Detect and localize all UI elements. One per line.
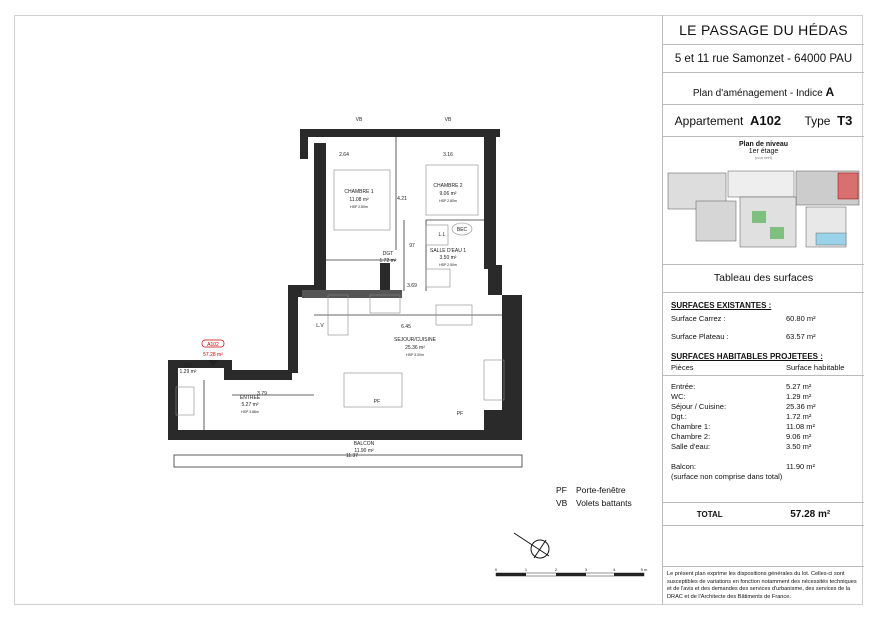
legend-label: Volets battants bbox=[576, 498, 632, 508]
room-name: Salle d'eau: bbox=[671, 442, 710, 451]
dim-d6: 97 bbox=[409, 243, 415, 249]
room-area: 1.29 m² bbox=[786, 392, 812, 401]
chambre1-hsp: HSP 2.80m bbox=[350, 205, 368, 209]
dim-d5: 3.79 bbox=[257, 391, 267, 397]
sde-name: SALLE D'EAU 1 bbox=[430, 248, 466, 254]
room-name: Dgt.: bbox=[671, 412, 687, 421]
room-row bbox=[671, 392, 856, 402]
plateau-row bbox=[671, 332, 856, 342]
scale-1: 1 bbox=[524, 567, 528, 572]
carrez-row bbox=[671, 314, 856, 324]
apartment-tag-id: A102 bbox=[207, 342, 219, 348]
project-address: 5 et 11 rue Samonzet - 64000 PAU bbox=[663, 45, 864, 73]
location-small: (non réel) bbox=[754, 155, 773, 160]
room-area: 9.06 m² bbox=[786, 432, 812, 441]
armchair bbox=[484, 360, 504, 400]
chambre1-area: 11.08 m² bbox=[349, 197, 369, 203]
surfaces-title: Tableau des surfaces bbox=[663, 265, 864, 293]
washing-machine bbox=[426, 269, 450, 287]
apartment-id: A102 bbox=[750, 113, 782, 128]
location-level: 1er étage bbox=[748, 148, 779, 155]
sde-hsp: HSP 2.50m bbox=[439, 263, 457, 267]
chambre2-name: CHAMBRE 2 bbox=[433, 183, 463, 189]
dim-d8: 3.69 bbox=[407, 283, 417, 289]
scale-0: 0 bbox=[494, 567, 498, 572]
room-name: Chambre 1: bbox=[671, 422, 711, 431]
existing-title: SURFACES EXISTANTES : bbox=[671, 301, 772, 310]
carrez-value: 60.80 m² bbox=[786, 314, 816, 323]
scale-2: 2 bbox=[554, 567, 558, 572]
location-title: Plan de niveau bbox=[738, 141, 789, 148]
label-pf-2: PF bbox=[456, 411, 464, 417]
scale-bar bbox=[495, 567, 648, 576]
label-bec: BEC bbox=[456, 227, 468, 233]
sejour-area: 25.36 m² bbox=[405, 345, 425, 351]
room-name: WC: bbox=[671, 392, 686, 401]
room-area: 1.72 m² bbox=[786, 412, 812, 421]
label-pf-1: PF bbox=[373, 399, 381, 405]
room-name: Séjour / Cuisine: bbox=[671, 402, 727, 411]
balcon-name: BALCON bbox=[353, 441, 375, 447]
sejour-hsp: HSP 3.00m bbox=[406, 353, 424, 357]
room-area: 3.50 m² bbox=[786, 442, 812, 451]
room-name: Entrée: bbox=[671, 382, 696, 391]
rooms-header bbox=[663, 361, 864, 376]
rooms-header-row bbox=[671, 363, 856, 373]
existing-surfaces bbox=[663, 293, 864, 361]
legend-item bbox=[556, 497, 632, 510]
total-label: TOTAL bbox=[696, 509, 723, 519]
label-ll: L.L bbox=[438, 232, 446, 238]
apartment-tag-area: 57.28 m² bbox=[203, 352, 223, 358]
level-key-plan bbox=[666, 167, 861, 259]
dim-d2: 3.16 bbox=[443, 152, 453, 158]
total-value: 57.28 m² bbox=[790, 508, 831, 520]
scale-4: 4 bbox=[612, 567, 616, 572]
title-block bbox=[662, 15, 864, 605]
balcony-row bbox=[671, 462, 856, 472]
room-row bbox=[671, 382, 856, 392]
project-title: LE PASSAGE DU HÉDAS bbox=[663, 15, 864, 45]
label-lv: L.V bbox=[316, 323, 324, 329]
dgt-name: DGT bbox=[382, 251, 394, 257]
legend-code: PF bbox=[556, 485, 567, 495]
plateau-value: 63.57 m² bbox=[786, 332, 816, 341]
sde-area: 3.50 m² bbox=[439, 255, 457, 261]
wc-area: 1.29 m² bbox=[179, 369, 197, 375]
chambre1-name: CHAMBRE 1 bbox=[344, 189, 374, 195]
room-row bbox=[671, 412, 856, 422]
balcony-note-row bbox=[671, 472, 856, 482]
dim-d1: 2.64 bbox=[339, 152, 349, 158]
location-block bbox=[663, 137, 864, 265]
entree-hsp: HSP 3.88m bbox=[241, 410, 259, 414]
dim-d4: 11.37 bbox=[345, 453, 359, 459]
balcony-label: Balcon: bbox=[671, 462, 697, 471]
room-row bbox=[671, 402, 856, 412]
room-row bbox=[671, 422, 856, 432]
type-value: T3 bbox=[837, 113, 853, 128]
balcon-area: 11.90 m² bbox=[354, 448, 374, 454]
room-area: 11.08 m² bbox=[786, 422, 816, 431]
legend-label: Porte-fenêtre bbox=[576, 485, 626, 495]
apartment-label: Appartement bbox=[674, 114, 744, 128]
sejour-name: SEJOUR/CUISINE bbox=[394, 337, 436, 343]
balcony-block bbox=[663, 452, 864, 502]
plateau-label: Surface Plateau : bbox=[671, 332, 729, 341]
label-vb-2: VB bbox=[444, 117, 452, 123]
room-area: 25.36 m² bbox=[786, 402, 816, 411]
type-label: Type bbox=[804, 114, 831, 128]
carrez-label: Surface Carrez : bbox=[671, 314, 726, 323]
room-row bbox=[671, 442, 856, 452]
dim-d3: 6.45 bbox=[401, 324, 411, 330]
walls bbox=[168, 129, 522, 440]
room-row bbox=[671, 432, 856, 442]
room-area: 5.27 m² bbox=[786, 382, 812, 391]
bed-2 bbox=[426, 165, 478, 215]
col-area: Surface habitable bbox=[786, 363, 845, 372]
chambre2-hsp: HSP 2.80m bbox=[439, 199, 457, 203]
rooms-list bbox=[663, 376, 864, 452]
dim-d7: 4.21 bbox=[397, 196, 407, 202]
chambre2-area: 9.06 m² bbox=[439, 191, 457, 197]
legend bbox=[556, 484, 632, 510]
entree-name: ENTREE bbox=[239, 395, 261, 401]
balcony-note: (surface non comprise dans total) bbox=[671, 472, 783, 481]
label-vb-1: VB bbox=[355, 117, 363, 123]
projected-title: SURFACES HABITABLES PROJETEES : bbox=[671, 352, 823, 361]
scale-5: 5 m bbox=[640, 567, 648, 572]
dgt-area: 1.72 m² bbox=[379, 258, 397, 264]
balcony-value: 11.90 m² bbox=[786, 462, 816, 471]
north-arrow bbox=[514, 533, 549, 558]
legend-code: VB bbox=[556, 498, 568, 508]
legend-item bbox=[556, 484, 632, 497]
entree-area: 5.27 m² bbox=[241, 402, 259, 408]
plan-index-row bbox=[663, 73, 864, 105]
apartment-row bbox=[663, 105, 864, 137]
floor-plan bbox=[14, 15, 654, 605]
scale-3: 3 bbox=[584, 567, 588, 572]
plan-label: Plan d'aménagement - Indice bbox=[692, 88, 823, 99]
disclaimer: Le présent plan exprime les dispositions générales du lot. Celles-ci sont susceptibles de variations en fonction notamment des nécessités techniques et de l'avis et des demandes des services d'urbanisme, des services de la DRAC et de l'Architecte des Bâtiments de France. bbox=[663, 566, 864, 601]
plan-index: A bbox=[825, 85, 835, 99]
col-rooms: Pièces bbox=[671, 363, 694, 372]
toilet bbox=[176, 387, 194, 415]
total-row bbox=[663, 502, 864, 526]
wc-name: WC bbox=[183, 363, 193, 369]
room-name: Chambre 2: bbox=[671, 432, 711, 441]
